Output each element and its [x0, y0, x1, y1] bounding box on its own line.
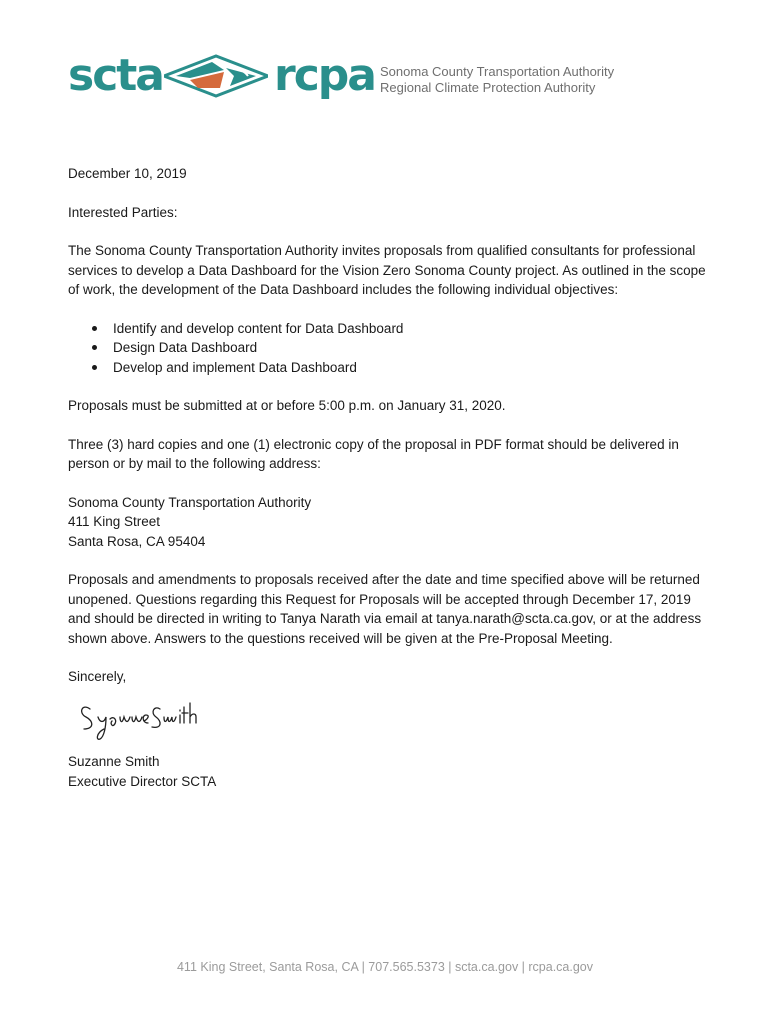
letterhead — [68, 52, 708, 108]
copies-paragraph: Three (3) hard copies and one (1) electronic copy of the proposal in PDF format should be delivered in person or by mail to the following address: — [68, 436, 679, 471]
address-line: Sonoma County Transportation Authority — [68, 494, 312, 510]
letter-body — [68, 164, 708, 810]
agency-name-scta: Sonoma County Transportation Authority — [380, 64, 615, 79]
signer-name: Suzanne Smith — [68, 754, 160, 769]
handwritten-signature — [76, 695, 216, 745]
intro-paragraph: The Sonoma County Transportation Authority invites proposals from qualified consultants for professional services to develop a Data Dashboard for the Vision Zero Sonoma County project. As outlined in the scope of work, the development of the Data Dashboard includes the following individual objectives: — [68, 243, 706, 297]
rcpa-logo-text: rcpa — [274, 50, 375, 101]
list-item: Identify and develop content for Data Dashboard — [113, 319, 708, 339]
list-item: Design Data Dashboard — [113, 338, 708, 358]
address-line: Santa Rosa, CA 95404 — [68, 533, 206, 549]
salutation: Interested Parties: — [68, 204, 178, 220]
footer-contact: 411 King Street, Santa Rosa, CA | 707.565.5373 | scta.ca.gov | rcpa.ca.gov — [176, 960, 593, 974]
amendments-paragraph: Proposals and amendments to proposals received after the date and time specified above will be returned unopened. Questions regarding this Request for Proposals will be accepted through December 17, 2019 and should be directed in writing to Tanya Narath via email at tanya.narath@scta.ca.gov, or at the address shown above. Answers to the questions received will be given at the Pre-Proposal Meeting. — [68, 572, 702, 646]
address-line: 411 King Street — [68, 514, 161, 529]
signer-title: Executive Director SCTA — [68, 773, 217, 789]
closing: Sincerely, — [68, 669, 127, 684]
letter-date: December 10, 2019 — [68, 166, 187, 181]
scta-rcpa-emblem-icon — [164, 54, 268, 98]
signer-block — [68, 752, 708, 791]
list-item: Develop and implement Data Dashboard — [113, 358, 708, 378]
objectives-list — [68, 319, 708, 378]
agency-names — [380, 64, 614, 96]
scta-logo-text: scta — [68, 50, 163, 101]
deadline-paragraph: Proposals must be submitted at or before 5:00 p.m. on January 31, 2020. — [68, 398, 506, 413]
mailing-address — [68, 493, 708, 552]
agency-name-rcpa: Regional Climate Protection Authority — [380, 80, 596, 95]
